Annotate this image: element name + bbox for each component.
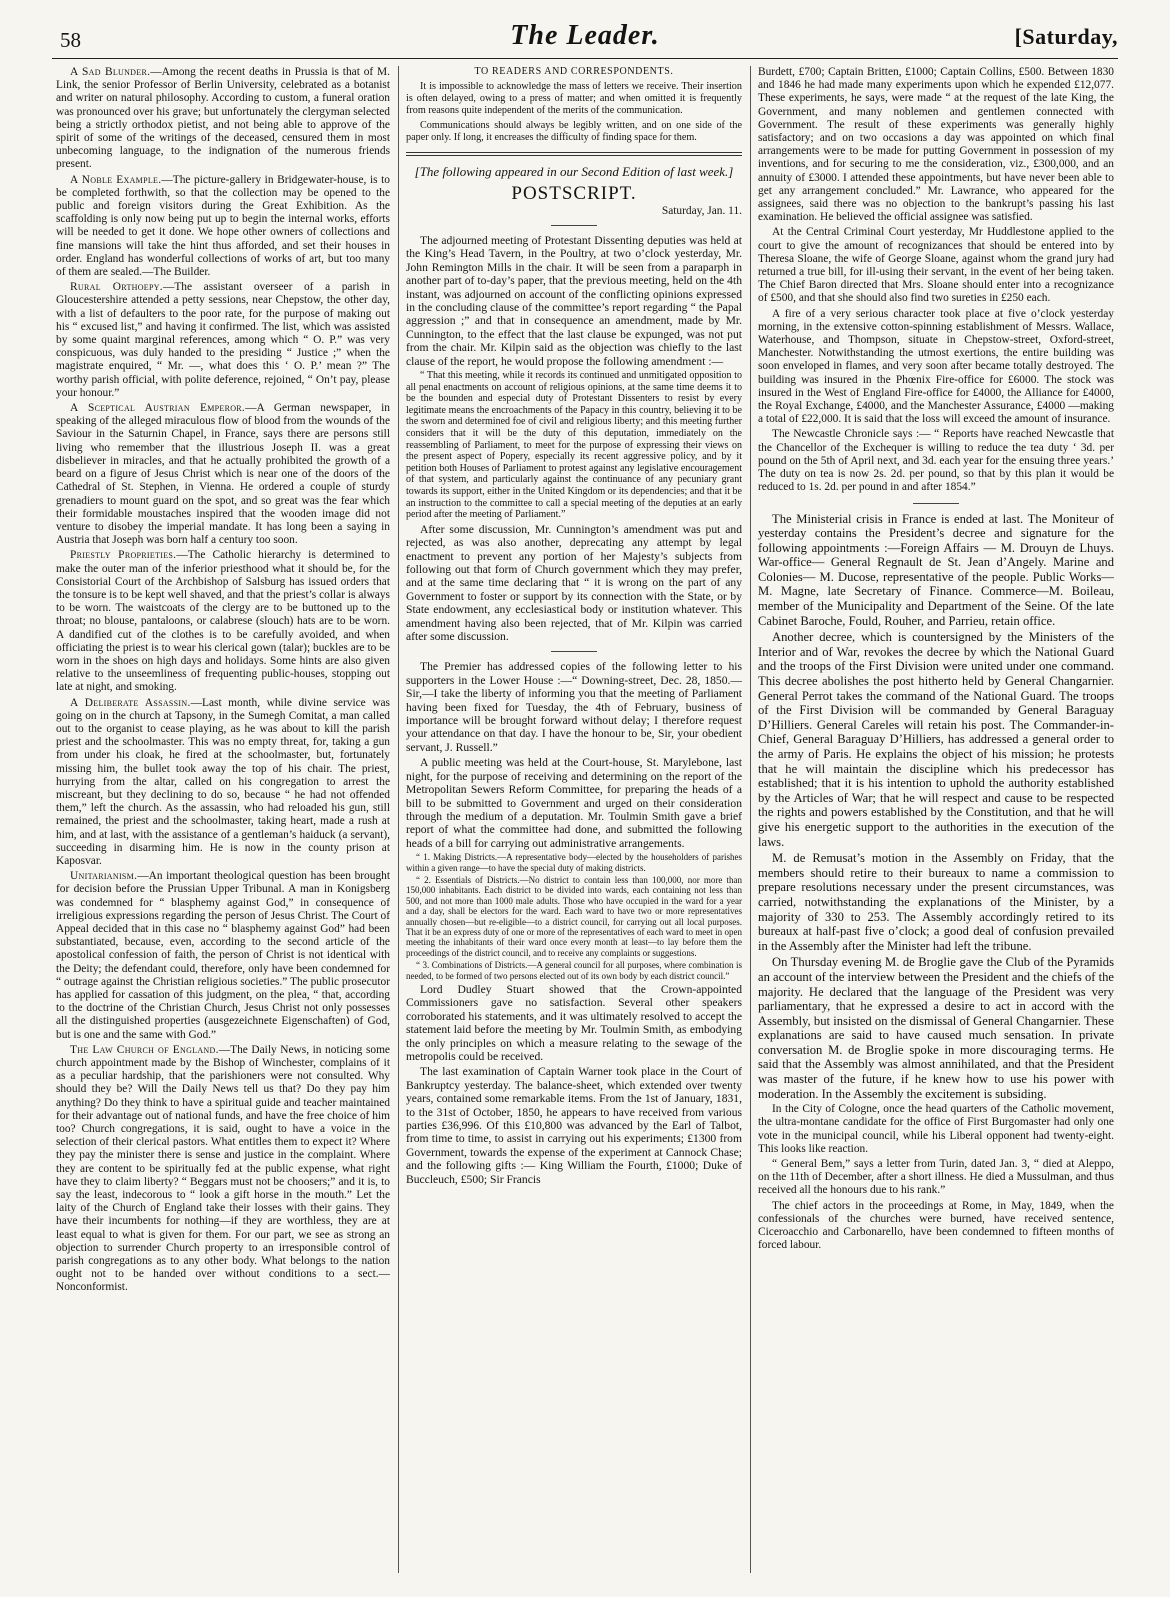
article-paragraph: A public meeting was held at the Court-house, St. Marylebone, last night, for the purpose of receiving and determining on the report of the Metropolitan Sewers Reform Committee, for preparing the heads of a bill to be submitted to Government and urged on their consideration through the medium of a deputation. Mr. Toulmin Smith gave a brief report of what the committee had done, and submitted the following heads of a bill for carrying out administrative arrangements. [406,756,742,850]
article-heading: A Noble Example. [70,173,162,186]
bill-head: “ 3. Combinations of Districts.—A general council for all purposes, where combination is needed, to be formed of two persons elected out of its own body by each district council.” [406,960,742,981]
article-heading: The Law Church of England. [70,1043,219,1056]
article-text: —Among the recent deaths in Prussia is that of M. Link, the senior Professor of Berlin University, celebrated as a botanist and writer on natural philosophy. According to custom, a funeral oration was pronounced over his grave; but unfortunately the clergyman selected being a strictly orthodox pietist, and not being able to approve of the spirit of some of the writings of the deceased, censured them in most unbecoming language, to the indignation of the numerous friends present. [56,66,390,171]
bill-head: “ 1. Making Districts.—A representative body—elected by the householders of parishes within a given range—to have the special duty of making districts. [406,852,742,873]
article-paragraph [56,697,390,869]
article-paragraph [56,281,390,400]
article-paragraph [56,1044,390,1295]
article-paragraph [56,66,390,172]
article-heading: A Sad Blunder. [70,66,151,78]
page-header [52,18,1118,59]
page-number: 58 [60,28,81,52]
article-text: —A German newspaper, in speaking of the alleged miraculous flow of blood from the wounds of the Saviour in the Saturnin Chapel, in France, says there are persons still living who remember that the illustrious Joseph II. was a great disbeliever in miracles, and that he actually prohibited the growth of a beard on a figure of Jesus Christ which is near one of the doors of the Cathedral of St. Stephen, in Vienna. He ordered a couple of sturdy grenadiers to mount guard on the spot, and so great was the fear which their formidable moustaches inspired that the wooden image did not venture to disobey the imperial mandate. It has long been a saying in Austria that Joseph was born half a century too soon. [56,402,390,547]
article-paragraph: Another decree, which is countersigned by the Ministers of the Interior and of War, revokes the decree by which the National Guard and the troops of the First Division were united under one command. This decree abolishes the post hitherto held by General Changarnier. General Perrot takes the command of the National Guard. The troops of the First Division will be commanded by General Baraguay D’Hilliers. General Careles will retain his post. The Commander-in-Chief, General Baraguay D’Hilliers, has addressed a general order to the army of Paris. He explains the object of his mission; he protests that he will maintain the discipline which his predecessor has established; that it is his intention to uphold the authority established by the Articles of War; that he will respect and cause to be respected the rights and powers established by the Constitution, and that he will give his energetic support to the authorities in the execution of the laws. [758,630,1114,849]
article-heading: Unitarianism. [70,870,138,883]
column-rule [398,66,399,1573]
notice-paragraph: It is impossible to acknowledge the mass of letters we receive. Their insertion is often delayed, owing to a press of matter; and when omitted it is frequently from reasons quite independent of the merits of the communication. [406,81,742,117]
article-paragraph: At the Central Criminal Court yesterday, Mr Huddlestone applied to the court to give the amount of recognizances that should be entered into by Theresa Sloane, the wife of George Sloane, against whom the grand jury had returned a true bill, for ill-using their servant, in the event of her being taken. The Chief Baron directed that Mrs. Sloane should enter into a recognizance of £500, and that she should also find two sureties in £250 each. [758,226,1114,305]
article-paragraph: M. de Remusat’s motion in the Assembly on Friday, that the members should retire to their bureaux to name a commission to prepare resolutions necessary under the present circumstances, was carried, notwithstanding the explanations of the Minister, by a majority of 330 to 253. The Assembly accordingly retired to its bureaux at half-past five o’clock; a good deal of confusion prevailed in the Assembly after the Minister had left the tribune. [758,851,1114,953]
notice-title: TO READERS AND CORRESPONDENTS. [474,66,674,77]
separator [551,651,597,652]
article-paragraph [56,549,390,694]
article-heading: Priestly Proprieties. [70,549,177,562]
article-text: —Last month, while divine service was going on in the church at Tapsony, in the Sumegh Comitat, a man called out to the organist to cease playing, as he was about to kill the parish priest and the schoolmaster. This was no empty threat, for, taking a gun from under his cloak, he fired at the schoolmaster, but, fortunately missing him, the bullet took away the top of his chair. The priest, hurrying from the altar, called on his congregation to arrest the miscreant, but they declining to do so, because “ he had not offended them,” left the church. As the assassin, who had reloaded his gun, still remained, the priest and the schoolmaster, taking heart, made a rush at him, and at last, with the assistance of a gentleman’s haiduck (a servant), succeeding in disarming him. He is now in the county prison at Kaposvar. [56,696,390,867]
article-heading: A Sceptical Austrian Emperor. [70,402,246,415]
article-paragraph: In the City of Cologne, once the head quarters of the Catholic movement, the ultra-montane candidate for the office of First Burgomaster had only one vote in the municipal council, while his Liberal opponent had twenty-eight. This looks like reaction. [758,1103,1114,1155]
date-label: [Saturday, [1014,24,1118,49]
article-paragraph: The Ministerial crisis in France is ended at last. The Moniteur of yesterday contains the President’s decree and signature for the following appointments :—Foreign Affairs — M. Drouyn de Lhuys. War-office— General Regnault de St. Jean d’Angely. Marine and Colonies— M. Ducose, representative of the people. Public Works—M. Magne, late Secretary of Finance. Commerce—M. Boileau, member of the Municipality and Department of the Seine. Of the late Cabinet Baroche, Fould, Rouher, and Parrieu, retain office. [758,511,1114,628]
double-rule [406,152,742,156]
article-paragraph [56,870,390,1042]
article-paragraph: Burdett, £700; Captain Britten, £1000; Captain Collins, £500. Between 1830 and 1846 he had made many experiments upon which he expended £12,077. These experiments, he says, were made “ at the request of the late King, the Government, and many noblemen and gentlemen connected with Government. The result of these experiments was generally highly satisfactory; and on two occasions a day was appointed on which final arrangements were to be made for putting Government in possession of my inventions, and for securing to me the consideration, viz., £300,000, and an annuity of £3000. I attended these appointments, but have never been able to get any arrangement concluded.” Mr. Lawrance, who appeared for the assignees, said there was no objection to the bankrupt’s passing his last examination. He believed the official assignee was satisfied. [758,66,1114,224]
postscript-title: POSTSCRIPT. [511,183,637,205]
column-rule [750,66,751,1573]
article-heading: A Deliberate Assassin. [70,696,191,709]
article-paragraph: The last examination of Captain Warner took place in the Court of Bankruptcy yesterday. The balance-sheet, which extended over twenty years, contained some remarkable items. From the 1st of January, 1831, to the 31st of October, 1850, he appears to have received from various parties £36,996. Of this £10,800 was advanced by the Earl of Talbot, from time to time, to assist in carrying out his experiments; £1300 from Government, towards the expense of the experiment at Cannock Chase; and the following gifts :— King William the Fourth, £1000; Duke of Buccleuch, £500; Sir Francis [406,1065,742,1186]
separator [551,225,597,226]
quoted-amendment: “ That this meeting, while it records its continued and unmitigated opposition to all penal enactments on account of religious opinions, at the same time deems it to be the bounden and especial duty of Protestant Dissenters to resist by every legitimate means the encroachments of the Papacy in this country, believing it to be the sworn and determined foe of civil and religious liberty; and this meeting further considers that it will be the duty of this deputation, immediately on the reassembling of Parliament, to meet for the purpose of expressing their views on the present aspect of Popery, especially its recent aggressive policy, and by it petition both Houses of Parliament to protest against any legislative encouragement of that system, and particularly against the continuance of any pecuniary grant towards its support, either in the United Kingdom or its dependencies; and that it be an instruction to the committee to call a special meeting of the deputies at an early period after the meeting of Parliament.” [406,370,742,521]
column-3 [758,66,1114,1579]
article-paragraph: Lord Dudley Stuart showed that the Crown-appointed Commissioners gave no satisfaction. Several other speakers corroborated his statements, and it was ultimately resolved to accept the statement laid before the meeting by Mr. Toulmin Smith, as embodying the only principles on which a measure relating to the sewage of the metropolis could be received. [406,983,742,1064]
article-paragraph: On Thursday evening M. de Broglie gave the Club of the Pyramids an account of the interview between the President and the chiefs of the majority. He declared that the language of the President was very parliamentary, that he expressed a desire to act in accord with the Assembly, but insisted on the dismissal of General Changarnier. These explanations are said to have caused much sensation. In private conversation M. de Broglie spoke in more discouraging terms. He said that the Assembly was almost annihilated, and that the President was master of the future, if he knew how to use his power with moderation. In the Assembly the excitement is subsiding. [758,955,1114,1101]
article-paragraph: The Premier has addressed copies of the following letter to his supporters in the Lower House :—“ Downing-street, Dec. 28, 1850.—Sir,—I take the liberty of informing you that the meeting of Parliament having been fixed for Tuesday, the 4th of February, business of importance will be brought forward without delay; I therefore request your attendance on that day. I have the honour to be, Sir, your obedient servant, J. Russell.” [406,660,742,754]
column-1 [56,66,390,1579]
article-heading: Rural Orthoepy. [70,281,163,294]
article-paragraph: “ General Bem,” says a letter from Turin, dated Jan. 3, “ died at Aleppo, on the 11th of December, after a short illness. He died a Mussulman, and thus received all the honours due to his rank.” [758,1158,1114,1197]
article-text: —The picture-gallery in Bridgewater-house, is to be completed forthwith, so that the collection may be opened to the public and foreign visitors during the Great Exhibition. As the scaffolding is only now being put up to begin the internal works, efforts will be needed to get it done. We hope other owners of collections and fine mansions will take the hint thus afforded, and set their houses in order. England has wonderful collections of works of art, but too many of them are sealed.—The Builder. [56,173,390,279]
article-paragraph: The Newcastle Chronicle says :— “ Reports have reached Newcastle that the Chancellor of the Exchequer is willing to reduce the tea duty ‘ 3d. per pound on the 5th of April next, and 3d. each year for the ensuing three years.’ The duty on tea is now 2s. 2d. per pound, so that by this plan it would be reduced to 1s. 2d. per pound in and after 1854.” [758,428,1114,494]
article-paragraph [56,402,390,547]
masthead: The Leader. [510,20,660,51]
column-2 [406,66,742,1579]
article-text: —The Catholic hierarchy is determined to make the outer man of the inferior priesthood what it should be, for the Consistorial Court of the Archbishop of Salsburg has issued orders that the tonsure is to be kept well shaved, and that the priest’s collar is always to be worn. The waistcoats of the clergy are to be buttoned up to the throat; no blouse, pantaloons, or calabrese (slouch) hats are to be worn. A dandified cut of the clothes is to be carefully avoided, and when officiating the priest is to wear his clerical gown (talar); buckles are to be worn in the shoes on high days and holidays. Some hints are also given relative to the unseemliness of frequenting public-houses, stopping out late at night, and smoking. [56,549,390,694]
article-text: —The assistant overseer of a parish in Gloucestershire attended a petty sessions, near Chepstow, the other day, with a list of defaulters to the poor rate, for the purpose of making out his “ excused list,” and having it confirmed. The list, which was assisted by some quaint marginal references, among which “ O. P.” was very conspicuous, was duly handed to the presiding “ Justice ;” when the magistrate enquired, “ Mr. —, what does this ‘ O. P.’ mean ?” The worthy parish official, with polite deference, rejoined, “ On’t pay, please your honour.” [56,281,390,399]
postscript-date: Saturday, Jan. 11. [661,205,742,218]
article-paragraph: A fire of a very serious character took place at five o’clock yesterday morning, in the extensive cotton-spinning establishment of Messrs. Wallace, Waterhouse, and Thompson, situate in Chepstow-street, Oxford-street, Manchester. Notwithstanding the utmost exertions, the entire building was soon enveloped in flames, and very soon after became totally destroyed. The building was insured in the Phœnix Fire-office for £6000. The stock was insured in the West of England Fire-office for £4000, the Alliance for £4000, the Royal Exchange, £4000, and the Manchester Assurance, £4000 —making a total of £22,000. It is said that the loss will exceed the amount of insurance. [758,307,1114,426]
article-paragraph: The adjourned meeting of Protestant Dissenting deputies was held at the King’s Head Tavern, in the Poultry, at two o’clock yesterday, Mr. John Remington Mills in the chair. It will be seen from a paraparph in another part of to-day’s paper, that the previous meeting, held on the 4th instant, was adjourned on account of the conflicting opinions expressed in the concluding clause of the committee’s report regarding “ the Papal aggression ;” and that in consequence an amendment, made by Mr. Cunnington, to the effect that the last clause be expunged, was not put from the chair. Mr. Kilpin said as the objection was chiefly to the last clause of the report, he would propose the following amendment :— [406,234,742,368]
readers-notice [406,66,742,144]
separator [913,503,959,504]
article-text: —An important theological question has been brought for decision before the Prussian Upper Tribunal. A man in Konigsberg was condemned for “ blasphemy against God,” in consequence of irreligious expressions regarding the person of Jesus Christ. The Court of Appeal decided that in this case no “ blasphemy against God” had been substantiated, because, even, according to the second article of the apostolical confession of faith, the person of Christ is not identical with the Deity; the defendant could, therefore, only have been condemned for “ outrage against the Christian religious societies.” The public prosecutor has applied for cassation of this judgment, on the plea, “ that, according to the doctrine of the Christian Church, Jesus Christ not only possesses all the distinguished properties (ausgezeichnete Eigenschaften) of God, but is one and the same with God.” [56,870,390,1041]
article-paragraph [56,174,390,280]
article-paragraph: The chief actors in the proceedings at Rome, in May, 1849, when the confessionals of the churches were burned, have received sentence, Ciceroacchio and Carbonarello, have been condemned to fifteen months of forced labour. [758,1199,1114,1252]
article-text: —The Daily News, in noticing some church appointment made by the Bishop of Winchester, complains of it as a peculiar hardship, that the parishioners were not consulted. Why should they be? Will the Daily News tell us that? Do they pay him anything? Do they think to have a spiritual guide and teacher maintained for their advantage out of national funds, and have the free choice of him too? Church congregations, it is said, ought to have a voice in the selection of their clerical pastors. What entitles them to expect it? Where they pay the minister there is sense and justice in the complaint. Where they are content to be spiritually fed at the public expense, what right have they to claim liberty? “ Beggars must not be choosers;” and it is, to say the least, indecorous to “ look a gift horse in the mouth.” Let the laity of the Church of England take their losses with their gains. They have their incumbents for nothing—if they are worthless, they are at least equal to what is given for them. For our part, we see as strong an objection to surrender Church property to an irresponsible control of parish congregations as to any other body. What belongs to the nation ought not to be handed over without conditions to a sect.—Nonconformist. [56,1043,390,1294]
edition-note: [The following appeared in our Second Edition of last week.] [414,164,734,180]
bill-head: “ 2. Essentials of Districts.—No district to contain less than 100,000, nor more than 150,000 inhabitants. Each district to be divided into wards, each containing not less than 500, and not more than 1000 male adults. Those who have occupied in the ward for a year and a day, shall be electors for the ward. Each ward to have two or more representatives annually chosen—but re-eligible—to a district council, for carrying out all local purposes. That it be an express duty of one or more of the representatives of each ward to meet in open meeting the inhabitants of their ward once every month at least—to lay before them the proceedings of the district council, and to receive any complaints or suggestions. [406,874,742,958]
notice-paragraph: Communications should always be legibly written, and on one side of the paper only. If long, it encreases the difficulty of finding space for them. [406,119,742,143]
article-paragraph: After some discussion, Mr. Cunnington’s amendment was put and rejected, as was also another, deprecating any attempt by legal enactment to prevent any portion of her Majesty’s subjects from following out that form of Church government which they may prefer, and at the same time declaring that “ it is wrong on the part of any Government to foster or support by its connection with the State, or by State endowment, any ecclesiastical body or institution whatever. This amendment having also been rejected, that of Mr. Kilpin was carried after some discussion. [406,522,742,644]
